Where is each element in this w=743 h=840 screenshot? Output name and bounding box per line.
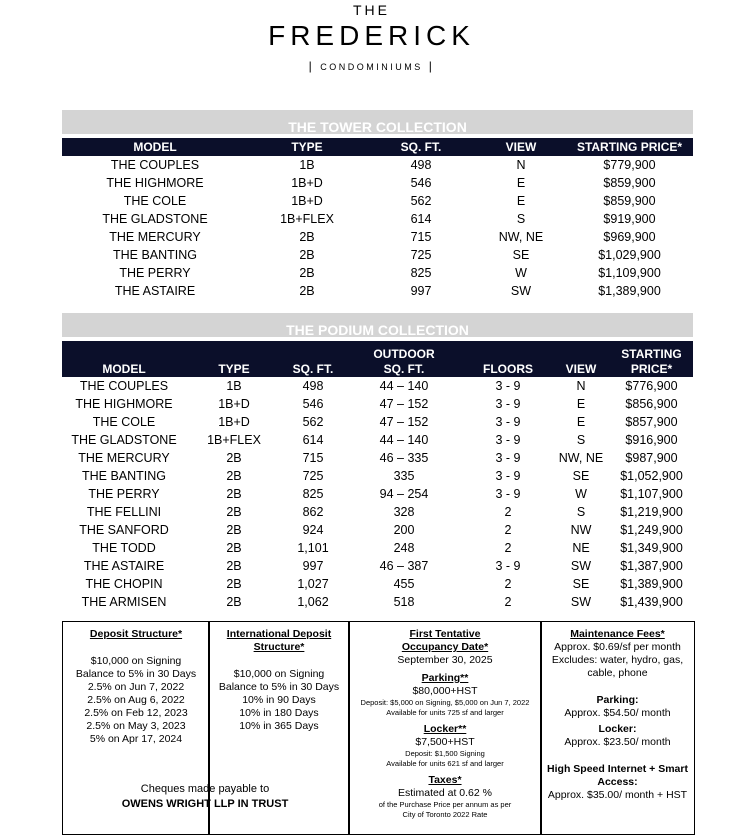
cheque-line: Cheques made payable to <box>140 783 270 795</box>
occupancy-title-2: Occupancy Date* <box>401 641 489 653</box>
cheque-note <box>62 782 348 812</box>
podium-row <box>62 377 693 395</box>
locker-note: Available for units 621 sf and larger <box>386 759 504 768</box>
podium-header-model: MODEL <box>102 362 146 376</box>
podium-row <box>62 413 693 431</box>
podium-cell-outdoor: 47 – 152 <box>379 415 429 429</box>
tower-cell-price: $859,900 <box>603 194 656 208</box>
podium-cell-sqft: 614 <box>302 433 324 447</box>
podium-header-floors: FLOORS <box>483 362 533 376</box>
podium-cell-floors: 3 - 9 <box>495 415 521 429</box>
podium-row <box>62 557 693 575</box>
tower-cell-model: THE GLADSTONE <box>102 212 208 226</box>
podium-cell-price: $1,107,900 <box>620 487 683 501</box>
podium-header-view: VIEW <box>565 362 597 376</box>
tower-cell-model: THE COLE <box>123 194 187 208</box>
podium-cell-outdoor: 518 <box>393 595 415 609</box>
podium-cell-type: 2B <box>226 505 242 519</box>
podium-cell-type: 2B <box>226 595 242 609</box>
podium-cell-view: SE <box>572 469 590 483</box>
podium-row <box>62 485 693 503</box>
parking-note: Deposit: $5,000 on Signing, $5,000 on Jun 7, 2022 <box>360 698 530 707</box>
tower-cell-type: 1B+D <box>291 194 323 208</box>
tower-cell-type: 2B <box>299 266 315 280</box>
podium-cell-sqft: 825 <box>302 487 324 501</box>
intl-line: Balance to 5% in 30 Days <box>218 681 340 693</box>
podium-cell-type: 2B <box>226 559 242 573</box>
tower-cell-price: $859,900 <box>603 176 656 190</box>
fees-internet-title: High Speed Internet + Smart <box>547 763 688 775</box>
podium-cell-type: 2B <box>226 487 242 501</box>
podium-row <box>62 431 693 449</box>
tower-cell-sqft: 825 <box>410 266 432 280</box>
tower-title: THE TOWER COLLECTION <box>288 119 467 135</box>
podium-cell-outdoor: 46 – 335 <box>379 451 429 465</box>
podium-cell-floors: 2 <box>504 595 512 609</box>
podium-cell-view: N <box>576 379 586 393</box>
tower-cell-model: THE BANTING <box>112 248 198 262</box>
podium-cell-price: $1,387,900 <box>620 559 683 573</box>
podium-header-outdoor-2: SQ. FT. <box>383 362 425 376</box>
divider: | <box>308 59 315 73</box>
podium-cell-model: THE HIGHMORE <box>75 397 173 411</box>
podium-cell-model: THE FELLINI <box>86 505 162 519</box>
podium-cell-model: THE SANFORD <box>79 523 169 537</box>
taxes-value: Estimated at 0.62 % <box>398 787 492 799</box>
podium-row <box>62 449 693 467</box>
intl-line: $10,000 on Signing <box>233 668 325 680</box>
parking-price: $80,000+HST <box>412 685 478 697</box>
tower-row <box>62 174 693 192</box>
podium-row <box>62 467 693 485</box>
podium-cell-sqft: 725 <box>302 469 324 483</box>
fees-internet-value: Approx. $35.00/ month + HST <box>547 789 688 801</box>
tower-cell-model: THE HIGHMORE <box>106 176 204 190</box>
podium-header-row <box>62 341 693 377</box>
fees-box <box>540 621 695 835</box>
fees-locker-value: Approx. $23.50/ month <box>564 736 671 748</box>
tower-cell-price: $1,389,900 <box>598 284 661 298</box>
deposit-line: 2.5% on Jun 7, 2022 <box>87 681 185 693</box>
fees-locker-title: Locker: <box>598 723 637 735</box>
podium-cell-price: $916,900 <box>625 433 678 447</box>
intl-title-2: Structure* <box>253 641 305 653</box>
podium-cell-type: 1B+D <box>218 397 250 411</box>
podium-cell-price: $1,052,900 <box>620 469 683 483</box>
tower-cell-sqft: 546 <box>410 176 432 190</box>
divider: | <box>428 59 435 73</box>
brand-the: THE <box>353 2 390 18</box>
podium-cell-outdoor: 47 – 152 <box>379 397 429 411</box>
intl-line: 10% in 90 Days <box>242 694 316 706</box>
tower-cell-model: THE PERRY <box>119 266 191 280</box>
tower-cell-view: NW, NE <box>498 230 544 244</box>
tower-cell-price: $919,900 <box>603 212 656 226</box>
podium-cell-price: $1,349,900 <box>620 541 683 555</box>
podium-cell-outdoor: 94 – 254 <box>379 487 429 501</box>
podium-cell-model: THE GLADSTONE <box>71 433 177 447</box>
parking-title: Parking** <box>421 672 469 684</box>
deposit-line: 2.5% on May 3, 2023 <box>86 720 186 732</box>
podium-cell-outdoor: 44 – 140 <box>379 379 429 393</box>
podium-cell-type: 2B <box>226 523 242 537</box>
podium-cell-type: 1B+FLEX <box>207 433 261 447</box>
occupancy-date: September 30, 2025 <box>397 654 493 666</box>
tower-cell-view: E <box>516 176 526 190</box>
podium-cell-sqft: 997 <box>302 559 324 573</box>
tower-cell-view: W <box>515 266 527 280</box>
tower-cell-view: SW <box>510 284 532 298</box>
fees-line: cable, phone <box>587 667 648 679</box>
tower-header-sqft: SQ. FT. <box>400 140 442 154</box>
parking-note: Available for units 725 sf and larger <box>386 708 504 717</box>
podium-cell-sqft: 1,062 <box>297 595 329 609</box>
podium-cell-sqft: 715 <box>302 451 324 465</box>
podium-cell-sqft: 1,027 <box>297 577 329 591</box>
podium-cell-outdoor: 200 <box>393 523 415 537</box>
podium-cell-type: 1B <box>226 379 242 393</box>
podium-title: THE PODIUM COLLECTION <box>286 322 469 338</box>
podium-cell-model: THE BANTING <box>81 469 167 483</box>
tower-row <box>62 210 693 228</box>
tower-section-bar <box>62 110 693 134</box>
podium-cell-price: $1,439,900 <box>620 595 683 609</box>
podium-cell-floors: 2 <box>504 541 512 555</box>
podium-cell-sqft: 498 <box>302 379 324 393</box>
fees-parking-title: Parking: <box>596 694 639 706</box>
podium-row <box>62 503 693 521</box>
taxes-note: City of Toronto 2022 Rate <box>402 810 488 819</box>
podium-cell-type: 2B <box>226 469 242 483</box>
tower-cell-sqft: 715 <box>410 230 432 244</box>
podium-cell-floors: 3 - 9 <box>495 397 521 411</box>
podium-cell-floors: 2 <box>504 523 512 537</box>
tower-header-model: MODEL <box>133 140 177 154</box>
podium-row <box>62 593 693 611</box>
podium-cell-sqft: 546 <box>302 397 324 411</box>
tower-cell-type: 2B <box>299 284 315 298</box>
podium-cell-floors: 3 - 9 <box>495 433 521 447</box>
podium-cell-view: NW, NE <box>558 451 604 465</box>
podium-cell-floors: 3 - 9 <box>495 379 521 393</box>
podium-cell-model: THE PERRY <box>88 487 160 501</box>
tower-row <box>62 282 693 300</box>
podium-cell-price: $987,900 <box>625 451 678 465</box>
podium-cell-view: S <box>576 505 586 519</box>
podium-cell-outdoor: 46 – 387 <box>379 559 429 573</box>
podium-row <box>62 395 693 413</box>
podium-cell-floors: 3 - 9 <box>495 559 521 573</box>
tower-header-view: VIEW <box>505 140 537 154</box>
fees-line: Approx. $0.69/sf per month <box>554 641 681 653</box>
brand-subtitle <box>0 59 743 73</box>
podium-cell-price: $1,249,900 <box>620 523 683 537</box>
podium-cell-floors: 3 - 9 <box>495 451 521 465</box>
podium-cell-type: 2B <box>226 541 242 555</box>
brand-name: FREDERICK <box>268 20 475 51</box>
podium-cell-view: S <box>576 433 586 447</box>
podium-header-outdoor-1: OUTDOOR <box>373 347 435 361</box>
podium-cell-price: $776,900 <box>625 379 678 393</box>
podium-cell-price: $1,389,900 <box>620 577 683 591</box>
tower-cell-view: E <box>516 194 526 208</box>
tower-row <box>62 156 693 174</box>
podium-cell-outdoor: 335 <box>393 469 415 483</box>
deposit-line: $10,000 on Signing <box>90 655 182 667</box>
podium-cell-model: THE ARMISEN <box>81 595 167 609</box>
tower-header-price: STARTING PRICE* <box>576 140 683 154</box>
podium-cell-type: 2B <box>226 451 242 465</box>
locker-note: Deposit: $1,500 Signing <box>405 749 485 758</box>
podium-cell-model: THE ASTAIRE <box>83 559 165 573</box>
podium-section-bar <box>62 313 693 337</box>
podium-cell-floors: 2 <box>504 505 512 519</box>
podium-cell-model: THE TODD <box>92 541 156 555</box>
podium-cell-price: $1,219,900 <box>620 505 683 519</box>
tower-row <box>62 228 693 246</box>
podium-cell-floors: 2 <box>504 577 512 591</box>
podium-cell-view: SW <box>570 595 592 609</box>
intl-title-1: International Deposit <box>226 628 332 640</box>
podium-row <box>62 539 693 557</box>
tower-cell-sqft: 498 <box>410 158 432 172</box>
tower-cell-type: 2B <box>299 248 315 262</box>
tower-cell-price: $1,109,900 <box>598 266 661 280</box>
podium-cell-model: THE COUPLES <box>79 379 169 393</box>
locker-title: Locker** <box>423 723 467 735</box>
tower-cell-type: 2B <box>299 230 315 244</box>
tower-cell-sqft: 614 <box>410 212 432 226</box>
tower-table <box>62 138 693 300</box>
podium-cell-type: 1B+D <box>218 415 250 429</box>
podium-cell-sqft: 924 <box>302 523 324 537</box>
podium-row <box>62 521 693 539</box>
podium-header-outdoor <box>344 341 464 377</box>
podium-cell-outdoor: 455 <box>393 577 415 591</box>
podium-header-sqft: SQ. FT. <box>292 362 334 376</box>
tower-row <box>62 264 693 282</box>
fees-internet-title: Access: <box>597 776 638 788</box>
podium-header-type: TYPE <box>218 362 250 376</box>
tower-cell-type: 1B <box>299 158 315 172</box>
locker-price: $7,500+HST <box>415 736 475 748</box>
taxes-note: of the Purchase Price per annum as per <box>378 800 512 809</box>
tower-cell-model: THE ASTAIRE <box>114 284 196 298</box>
fees-parking-value: Approx. $54.50/ month <box>564 707 671 719</box>
podium-cell-sqft: 562 <box>302 415 324 429</box>
tower-cell-type: 1B+FLEX <box>280 212 334 226</box>
podium-header-price-2: PRICE* <box>630 362 673 376</box>
tower-cell-price: $779,900 <box>603 158 656 172</box>
occupancy-title-1: First Tentative <box>409 628 481 640</box>
taxes-title: Taxes* <box>428 774 462 786</box>
tower-cell-view: SE <box>512 248 530 262</box>
tower-cell-sqft: 997 <box>410 284 432 298</box>
occupancy-box <box>348 621 542 835</box>
podium-cell-sqft: 862 <box>302 505 324 519</box>
tower-row <box>62 246 693 264</box>
podium-cell-model: THE CHOPIN <box>85 577 163 591</box>
podium-cell-view: W <box>575 487 587 501</box>
tower-cell-sqft: 725 <box>410 248 432 262</box>
podium-cell-view: E <box>576 415 586 429</box>
tower-header-row <box>62 138 693 156</box>
intl-line: 10% in 180 Days <box>239 707 319 719</box>
podium-table <box>62 341 693 611</box>
podium-cell-view: SE <box>572 577 590 591</box>
tower-cell-price: $969,900 <box>603 230 656 244</box>
podium-cell-price: $856,900 <box>625 397 678 411</box>
brand-subtitle-text: CONDOMINIUMS <box>320 62 423 72</box>
podium-cell-floors: 3 - 9 <box>495 487 521 501</box>
deposit-line: 2.5% on Feb 12, 2023 <box>84 707 188 719</box>
podium-cell-model: THE MERCURY <box>78 451 170 465</box>
tower-cell-type: 1B+D <box>291 176 323 190</box>
podium-cell-view: E <box>576 397 586 411</box>
tower-cell-model: THE MERCURY <box>109 230 201 244</box>
tower-cell-sqft: 562 <box>410 194 432 208</box>
podium-cell-view: NE <box>572 541 590 555</box>
tower-row <box>62 192 693 210</box>
podium-cell-type: 2B <box>226 577 242 591</box>
cheque-payee: OWENS WRIGHT LLP IN TRUST <box>121 798 289 810</box>
tower-cell-price: $1,029,900 <box>598 248 661 262</box>
podium-cell-price: $857,900 <box>625 415 678 429</box>
podium-header-price <box>610 341 693 377</box>
tower-cell-view: N <box>516 158 526 172</box>
deposit-line: 5% on Apr 17, 2024 <box>89 733 183 745</box>
podium-cell-outdoor: 328 <box>393 505 415 519</box>
tower-header-type: TYPE <box>291 140 323 154</box>
deposit-line: 2.5% on Aug 6, 2022 <box>87 694 185 706</box>
podium-cell-model: THE COLE <box>92 415 156 429</box>
intl-line: 10% in 365 Days <box>239 720 319 732</box>
fees-title: Maintenance Fees* <box>570 628 665 640</box>
podium-cell-floors: 3 - 9 <box>495 469 521 483</box>
podium-cell-sqft: 1,101 <box>297 541 329 555</box>
podium-cell-outdoor: 44 – 140 <box>379 433 429 447</box>
tower-cell-view: S <box>516 212 526 226</box>
podium-cell-view: SW <box>570 559 592 573</box>
podium-cell-view: NW <box>570 523 592 537</box>
podium-cell-outdoor: 248 <box>393 541 415 555</box>
deposit-line: Balance to 5% in 30 Days <box>75 668 197 680</box>
deposit-title: Deposit Structure* <box>89 628 183 640</box>
podium-row <box>62 575 693 593</box>
fees-line: Excludes: water, hydro, gas, <box>551 654 684 666</box>
tower-cell-model: THE COUPLES <box>110 158 200 172</box>
podium-header-price-1: STARTING <box>621 347 682 361</box>
